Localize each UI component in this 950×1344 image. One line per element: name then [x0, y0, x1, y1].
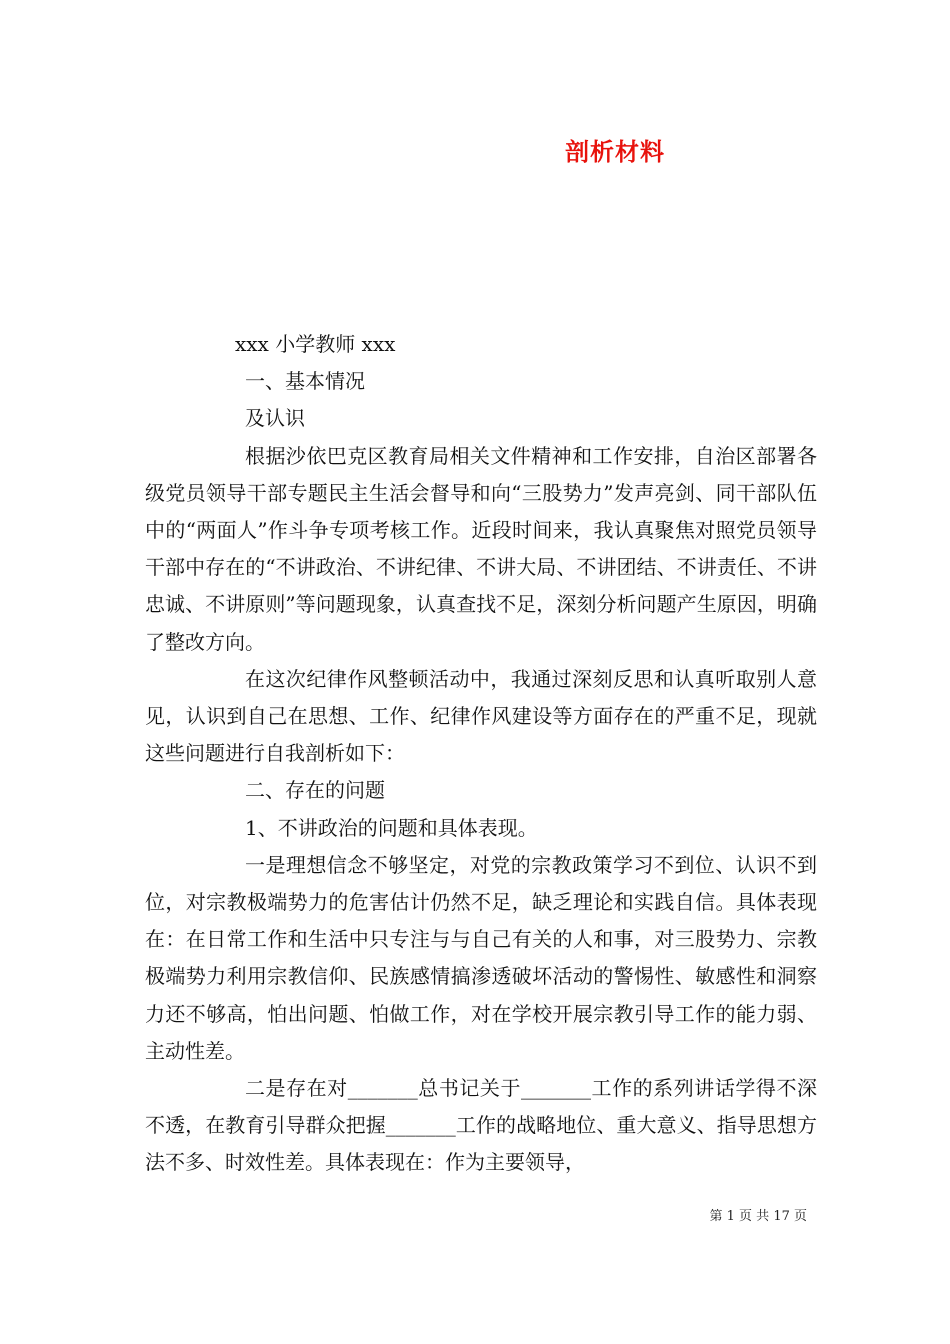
body-paragraph: 根据沙依巴克区教育局相关文件精神和工作安排，自治区部署各级党员领导干部专题民主生活会督导和向“三股势力”发声亮剑、同干部队伍中的“两面人”作斗争专项考核工作。近段时间来，我认真聚焦对照党员领导干部中存在的“不讲政治、不讲纪律、不讲大局、不讲团结、不讲责任、不讲忠诚、不讲原则”等问题现象，认真查找不足，深刻分析问题产生原因，明确了整改方向。	[145, 443, 817, 654]
section-heading: 二、存在的问题	[245, 778, 385, 803]
document-body	[145, 326, 817, 1182]
section-heading: 一、基本情况	[245, 369, 365, 394]
page-number-footer: 第 1 页 共 17 页	[709, 1209, 807, 1224]
body-paragraph: 二是存在对_______总书记关于_______工作的系列讲话学得不深不透，在教育引导群众把握_______工作的战略地位、重大意义、指导思想方法不多、时效性差。具体表现在：作为主要领导，	[145, 1076, 817, 1175]
section-heading-continued: 及认识	[245, 406, 305, 431]
subsection-heading: 1、不讲政治的问题和具体表现。	[245, 815, 538, 840]
body-paragraph: 在这次纪律作风整顿活动中，我通过深刻反思和认真听取别人意见，认识到自己在思想、工作、纪律作风建设等方面存在的严重不足，现就这些问题进行自我剖析如下：	[145, 666, 817, 766]
author-byline: xxx 小学教师 xxx	[235, 332, 396, 356]
document-title: 剖析材料	[565, 137, 665, 166]
body-paragraph: 一是理想信念不够坚定，对党的宗教政策学习不到位、认识不到位，对宗教极端势力的危害估计仍然不足，缺乏理论和实践自信。具体表现在：在日常工作和生活中只专注与与自己有关的人和事，对三股势力、宗教极端势力利用宗教信仰、民族感情搞渗透破坏活动的警惕性、敏感性和洞察力还不够高，怕出问题、怕做工作，对在学校开展宗教引导工作的能力弱、主动性差。	[145, 852, 817, 1063]
